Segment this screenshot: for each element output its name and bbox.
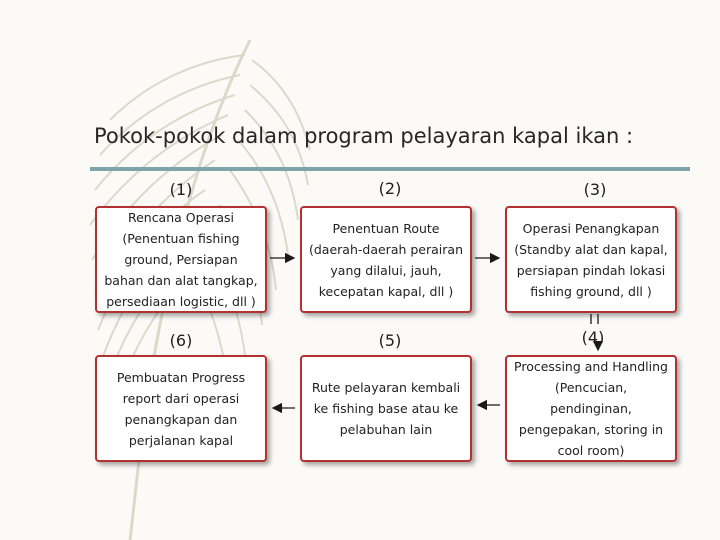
step-1-box — [95, 206, 267, 313]
title-divider — [90, 167, 690, 171]
step-2-box — [300, 206, 472, 313]
page-title: Pokok-pokok dalam program pelayaran kapal ikan : — [94, 124, 634, 148]
step-2-text: Penentuan Route (daerah-daerah perairan yang dilalui, jauh, kecepatan kapal, dll ) — [309, 220, 463, 299]
step-4-number: (4) — [581, 328, 605, 347]
step-6-box — [95, 355, 267, 462]
step-6-number: (6) — [169, 331, 193, 350]
step-3-text: Operasi Penangkapan (Standby alat dan kapal, persiapan pindah lokasi fishing ground, dll ) — [514, 220, 668, 299]
step-5-text: Rute pelayaran kembali ke fishing base atau ke pelabuhan lain — [311, 380, 461, 437]
step-3-number: (3) — [583, 180, 607, 199]
step-5-box — [300, 355, 472, 462]
step-5-number: (5) — [378, 331, 402, 350]
step-4-text: Processing and Handling (Pencucian, pendinginan, pengepakan, storing in cool room) — [514, 359, 668, 458]
step-6-text: Pembuatan Progress report dari operasi penangkapan dan perjalanan kapal — [116, 369, 246, 448]
step-1-number: (1) — [169, 180, 193, 199]
step-4-box — [505, 355, 677, 462]
step-1-text: Rencana Operasi (Penentuan fishing ground, Persiapan bahan dan alat tangkap, persediaan logistic, dll ) — [104, 210, 258, 309]
step-2-number: (2) — [378, 179, 402, 198]
step-3-box — [505, 206, 677, 313]
